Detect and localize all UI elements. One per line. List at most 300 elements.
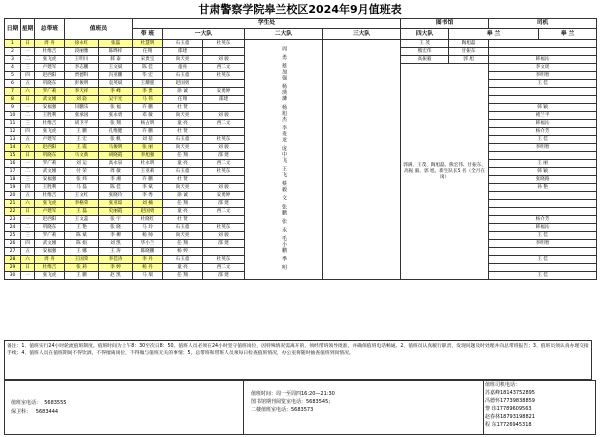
cell-weekday: 日 (21, 96, 35, 104)
cell-duty-staff: 李 柳 (99, 232, 133, 240)
cell-date: 30 (5, 272, 21, 280)
cell-weekday: 三 (21, 232, 35, 240)
cell-date: 20 (5, 192, 21, 200)
cell-duty-staff: 张 宇 (99, 216, 133, 224)
cell-duty-staff: 王 鹏 (65, 128, 99, 136)
cell-duty-staff: 李天祥 (65, 88, 99, 96)
header-driver-sub: 皋 兰 (539, 29, 597, 40)
cell-date: 10 (5, 112, 21, 120)
cell-chief: 张飞虎 (35, 56, 65, 64)
cell-weekday: 日 (21, 264, 35, 272)
cell-date: 14 (5, 144, 21, 152)
cell-lead: 王耀霆 (133, 80, 163, 88)
cell-lead: 赵国勇 (133, 208, 163, 216)
cell-chief: 王胜利 (35, 112, 65, 120)
cell-team1: 童 亮 (163, 264, 203, 272)
cell-duty-staff: 张 福 (99, 104, 133, 112)
cell-weekday: 四 (21, 184, 35, 192)
cell-chief: 王胜利 (35, 184, 65, 192)
cell-library: 韩福沁 (489, 56, 597, 64)
cell-date: 6 (5, 80, 21, 88)
cell-duty-staff: 赵 凯 (99, 272, 133, 280)
cell-library (489, 192, 597, 200)
hours-line: 二楼值班室电话：5683573 (251, 407, 314, 413)
cell-library: 李明智 (489, 144, 597, 152)
cell-team1: 杜英东 (203, 136, 245, 144)
cell-duty-staff: 王 鹏 (65, 272, 99, 280)
cell-duty-staff: 陈 娟 (65, 240, 99, 248)
cell-weekday: 五 (21, 192, 35, 200)
cell-duty-staff: 李佳涛 (99, 256, 133, 264)
cell-team1: 任 翔 (163, 152, 203, 160)
duty-room-phone-label: 值班室电话： (11, 400, 42, 406)
cell-team1: 任 翔 (163, 200, 203, 208)
cell-duty-staff: 张承国 (65, 112, 99, 120)
cell-library (489, 96, 597, 104)
cell-duty-staff: 贾德科 (65, 72, 99, 80)
cell-lead: 杨 丹 (133, 264, 163, 272)
cell-lead: 李 秀 (133, 192, 163, 200)
cell-lead: 李旭强 (133, 152, 163, 160)
cell-chief: 杜维吉 (35, 120, 65, 128)
cell-duty-staff: 李格荣 (65, 200, 99, 208)
cell-duty-staff: 付 荣 (65, 168, 99, 176)
cell-duty-staff: 王 艳 (65, 224, 99, 232)
cell-team1: 西二文 (203, 264, 245, 272)
cell-team1: 石玉童 (163, 136, 203, 144)
cell-duty-staff: 史丽霞 (99, 208, 133, 216)
cell-team1: 童 亮 (163, 208, 203, 216)
cell-team1 (203, 48, 245, 56)
cell-duty-staff: 王 霞 (65, 144, 99, 152)
cell-team1: 徐 诚 (163, 192, 203, 200)
cell-duty-staff: 郝 泰 (99, 56, 133, 64)
cell-chief: 赵西阳 (35, 72, 65, 80)
cell-team1: 杜 贤 (163, 128, 203, 136)
cell-lead: 许 鹏 (133, 128, 163, 136)
cell-weekday: 二 (21, 112, 35, 120)
cell-library: 王 丽 (489, 160, 597, 168)
cell-library: 褚兰平 (489, 112, 597, 120)
cell-team1: 西二文 (203, 120, 245, 128)
cell-date: 27 (5, 248, 21, 256)
cell-team1: 石玉童 (163, 40, 203, 48)
cell-duty-staff: 马 磊 (65, 184, 99, 192)
cell-team1 (203, 128, 245, 136)
cell-weekday: 四 (21, 240, 35, 248)
cell-team4: 熊宏伟 (401, 48, 449, 56)
cell-chief: 巩晓东 (35, 224, 65, 232)
cell-team1: 童亮 (163, 64, 203, 72)
cell-weekday: 日 (21, 208, 35, 216)
cell-duty-staff: 徐永红 (65, 40, 99, 48)
cell-chief: 卢建军 (35, 136, 65, 144)
cell-library: 李文瑶 (489, 64, 597, 72)
cell-chief: 卢建军 (35, 208, 65, 216)
cell-library: 王 佳 (489, 272, 597, 280)
cell-chief: 武文刚 (35, 240, 65, 248)
cell-team3-merged (323, 40, 401, 280)
driver-phone: 程 东17726945318 (485, 422, 532, 428)
cell-team1: 尚天亮 (163, 232, 203, 240)
driver-phone: 黎 玮17789609563 (485, 406, 532, 412)
cell-weekday: 三 (21, 120, 35, 128)
cell-date: 3 (5, 56, 21, 64)
header-team2: 二大队 (245, 29, 323, 40)
cell-date: 17 (5, 168, 21, 176)
cell-team1: 童 亮 (163, 160, 203, 168)
cell-lead: 李 贵 (133, 88, 163, 96)
cell-date: 12 (5, 128, 21, 136)
cell-lead: 许 鹏 (133, 104, 163, 112)
cell-team1: 尚天亮 (163, 184, 203, 192)
cell-weekday: 日 (21, 40, 35, 48)
cell-team1: 石玉童 (163, 72, 203, 80)
cell-library: 王 佳 (489, 256, 597, 264)
team2-text: 周 勇 蔡加强 杨瑛璘 杨旭杰 李贵龙 庞中飞 王飞 蔡毅 文 张鹏 张 永 毛小鹏 季 明 (281, 45, 287, 271)
cell-chief: 杜维吉 (35, 48, 65, 56)
cell-chief: 张飞虎 (35, 200, 65, 208)
cell-team1: 石玉童 (163, 224, 203, 232)
cell-library: 韩 颖 (489, 168, 597, 176)
cell-team1: 赵国勇 (163, 80, 203, 88)
cell-date: 23 (5, 216, 21, 224)
cell-duty-staff: 王文斌 (99, 64, 133, 72)
footer-phones (11, 399, 66, 417)
cell-team1: 安勇婷 (203, 88, 245, 96)
header-library-sub: 皋 兰 (449, 29, 539, 40)
security-label: 保卫科： (11, 409, 32, 415)
cell-duty-staff: 刘 骁 (65, 96, 99, 104)
cell-lead: 王亚莉 (133, 168, 163, 176)
driver-phone: 苏嘉峰18143752895 (485, 390, 535, 396)
driver-phone: 冯德怀17739838859 (485, 398, 535, 404)
cell-lead: 张 丽 (133, 144, 163, 152)
cell-weekday: 六 (21, 256, 35, 264)
cell-weekday: 三 (21, 64, 35, 72)
cell-duty-staff: 胡卫平 (65, 120, 99, 128)
cell-duty-staff: 张晓玲 (99, 192, 133, 200)
cell-duty-staff: 王 涛 (99, 248, 133, 256)
cell-library: 张晓路 (489, 176, 597, 184)
cell-date: 9 (5, 104, 21, 112)
cell-team1: 刘 骏 (203, 112, 245, 120)
cell-weekday: 六 (21, 88, 35, 96)
cell-duty-staff: 王文红 (65, 192, 99, 200)
cell-team1: 邵 建 (203, 240, 245, 248)
header-team4: 四大队 (401, 29, 449, 40)
cell-library: 王 佳 (489, 232, 597, 240)
cell-library (489, 48, 597, 56)
cell-date: 24 (5, 224, 21, 232)
duty-room-phone: 5683555 (44, 400, 67, 406)
cell-duty-staff: 张磊 (99, 40, 133, 48)
cell-team1: 邵 建 (203, 272, 245, 280)
cell-chief: 周 舟 (35, 40, 65, 48)
cell-library: 孙 艳 (489, 184, 597, 192)
table-row (5, 40, 597, 48)
cell-team1: 邵建 (163, 48, 203, 56)
cell-weekday: 六 (21, 144, 35, 152)
cell-duty-staff: 冯亚鹏 (99, 72, 133, 80)
cell-duty-staff: 李 婷 (99, 264, 133, 272)
cell-lead: 杜慧明 (133, 40, 163, 48)
cell-library: 杨介芳 (489, 216, 597, 224)
cell-date: 15 (5, 152, 21, 160)
cell-date: 8 (5, 96, 21, 104)
cell-lead: 杨 帅 (133, 232, 163, 240)
cell-duty-staff: 王 宏 (65, 136, 99, 144)
cell-lead: 邓 敏 (133, 112, 163, 120)
cell-duty-staff: 段丽雅 (65, 48, 99, 56)
cell-duty-staff: 袁英斌 (99, 80, 133, 88)
cell-team1: 杜英东 (203, 256, 245, 264)
page-title: 甘肃警察学院皋兰校区2024年9月值班表 (198, 3, 402, 16)
drivers-title: 值班司机电话： (485, 382, 521, 388)
footer-drivers (485, 381, 535, 429)
cell-library: 王 佳 (489, 136, 597, 144)
notes: 备注：1、值班实行24小时轮流值班制度。值班时间为上午8：30至次日8：50。值班人员必须在24小时坚守值班岗位，因特殊情况需离开的，须经带班领导批准，并确保值班电话畅通。2、值班员认真履行职责，发现问题及时处理并向总带班报告；3、值班员须认真办理交接手续；4、值班人员在值班期间不得饮酒，不得擅离岗位，不得做与值班无关的事情；5、总带班和带班人员须每日检查值班情况，办公室将随时抽查值班到岗情况。 (4, 340, 592, 380)
cell-date: 22 (5, 208, 21, 216)
cell-team4: 王 茂 (401, 40, 449, 48)
cell-lead: 宋贵宝 (133, 56, 163, 64)
cell-lead: 刘 楠 (133, 200, 163, 208)
cell-weekday: 二 (21, 224, 35, 232)
cell-team1: 西二文 (203, 160, 245, 168)
header-library: 图书馆 (401, 19, 489, 29)
cell-team1: 尚天亮 (163, 112, 203, 120)
footer (4, 380, 596, 435)
cell-date: 13 (5, 136, 21, 144)
cell-weekday: 日 (21, 152, 35, 160)
schedule-table (4, 18, 597, 280)
cell-weekday: 四 (21, 128, 35, 136)
cell-team4: 高振毅 (401, 56, 449, 64)
cell-team1: 杜英东 (203, 40, 245, 48)
cell-duty-staff: 张 帆 (99, 136, 133, 144)
header-team1: 一大队 (163, 29, 245, 40)
cell-duty-staff: 张 莉 (65, 264, 99, 272)
cell-library: 李明智 (489, 72, 597, 80)
cell-team1: 杜英东 (203, 72, 245, 80)
cell-team1: 刘 骏 (203, 144, 245, 152)
cell-team4: 陶旭磊 (449, 40, 489, 48)
cell-lead: 杜晓红 (133, 216, 163, 224)
cell-lead: 陈晓鹏 (133, 248, 163, 256)
cell-team1: 任 翔 (163, 240, 203, 248)
cell-lead: 马 伟 (133, 96, 163, 104)
cell-duty-staff: 王 磊 (65, 208, 99, 216)
cell-library (489, 152, 597, 160)
cell-lead: 毕 宏 (133, 72, 163, 80)
cell-team4: 郭 旭 (449, 56, 489, 64)
cell-weekday: 一 (21, 48, 35, 56)
cell-team1: 杜英东 (203, 224, 245, 232)
cell-duty-staff: 周 敏 (99, 168, 133, 176)
header-chief: 总带班 (35, 19, 65, 40)
cell-library: 韩福沁 (489, 224, 597, 232)
cell-duty-staff: 张 翔 (99, 120, 133, 128)
cell-duty-staff: 李 湘 (99, 176, 133, 184)
cell-weekday: 四 (21, 72, 35, 80)
cell-chief: 卢建军 (35, 64, 65, 72)
cell-team1: 任翔 (163, 96, 203, 104)
cell-weekday: 一 (21, 272, 35, 280)
cell-team1: 刘 骏 (203, 56, 245, 64)
cell-weekday: 五 (21, 248, 35, 256)
cell-lead: 李 丹 (133, 256, 163, 264)
cell-duty-staff: 刘 运 (65, 160, 99, 168)
cell-team1: 安勇婷 (203, 192, 245, 200)
cell-duty-staff: 彭俊明 (65, 80, 99, 88)
cell-team1: 邵 建 (203, 152, 245, 160)
cell-team1: 尚天亮 (163, 144, 203, 152)
cell-library (489, 88, 597, 96)
cell-library: 韩 颖 (489, 104, 597, 112)
cell-weekday: 一 (21, 160, 35, 168)
cell-lead: 陈 佳 (133, 64, 163, 72)
cell-duty-staff: 孔维健 (99, 128, 133, 136)
cell-duty-staff: 王国荣 (65, 256, 99, 264)
cell-team1: 任 翔 (163, 272, 203, 280)
cell-date: 16 (5, 160, 21, 168)
footer-divider (243, 381, 244, 434)
cell-duty-staff: 胡晓霞 (99, 152, 133, 160)
cell-team1: 杜 贤 (163, 104, 203, 112)
cell-team4-merged: 郭满、王茂、陶旭磊、熊宏伟、甘振东、高振 毅、郭 旭、新生队长5 名（全月在岗） (401, 64, 489, 280)
cell-duty-staff: 张 炜 (65, 176, 99, 184)
cell-weekday: 二 (21, 168, 35, 176)
cell-lead: 马 玲 (133, 224, 163, 232)
cell-chief: 安福强 (35, 248, 65, 256)
cell-duty-staff: 张亚琼 (99, 200, 133, 208)
driver-phone: 赵春林18793198821 (485, 414, 535, 420)
cell-chief: 杜维吉 (35, 192, 65, 200)
cell-team1 (203, 176, 245, 184)
cell-lead: 任翔 (133, 48, 163, 56)
cell-library: 韩福沁 (489, 120, 597, 128)
cell-chief: 罗广莉 (35, 88, 65, 96)
cell-chief: 张飞虎 (35, 128, 65, 136)
cell-lead: 李 斌 (133, 184, 163, 192)
header-weekday: 星期 (21, 19, 35, 40)
cell-date: 1 (5, 40, 21, 48)
cell-team1: 尚天亮 (163, 56, 203, 64)
cell-duty-staff: 王明川 (65, 56, 99, 64)
cell-team1: 杜 贤 (163, 216, 203, 224)
cell-chief: 安福强 (35, 176, 65, 184)
cell-duty-staff: 李 峰 (99, 88, 133, 96)
cell-date: 18 (5, 176, 21, 184)
cell-team1: 童 亮 (163, 120, 203, 128)
cell-date: 28 (5, 256, 21, 264)
cell-team1 (203, 80, 245, 88)
cell-lead: 马 瑞 (133, 272, 163, 280)
cell-date: 25 (5, 232, 21, 240)
cell-team1: 徐 诚 (163, 88, 203, 96)
cell-team1 (203, 216, 245, 224)
cell-duty-staff: 王文蕊 (65, 216, 99, 224)
cell-weekday: 一 (21, 216, 35, 224)
header-driver: 司机 (489, 19, 597, 29)
cell-date: 21 (5, 200, 21, 208)
cell-weekday: 三 (21, 176, 35, 184)
cell-duty-staff: 王 娜 (65, 248, 99, 256)
cell-date: 26 (5, 240, 21, 248)
cell-library (489, 208, 597, 216)
cell-team2-merged (245, 40, 323, 280)
cell-team1: 邵建 (203, 96, 245, 104)
cell-team1: 邵 建 (203, 200, 245, 208)
cell-team1 (203, 104, 245, 112)
cell-date: 7 (5, 88, 21, 96)
cell-team1: 石玉童 (163, 168, 203, 176)
cell-duty-staff: 闫鹏乐 (65, 104, 99, 112)
cell-chief: 巩晓东 (35, 80, 65, 88)
cell-team1: 刘 骏 (203, 232, 245, 240)
cell-team1: 石玉童 (163, 256, 203, 264)
header-date: 日期 (5, 19, 21, 40)
cell-team1 (203, 248, 245, 256)
cell-lead: 杜永明 (133, 160, 163, 168)
cell-chief: 武文刚 (35, 96, 65, 104)
footer-hours (251, 390, 335, 414)
cell-weekday: 五 (21, 80, 35, 88)
footer-divider (483, 381, 484, 434)
cell-duty-staff: 李志鹏 (65, 64, 99, 72)
cell-duty-staff: 张永勇 (99, 112, 133, 120)
hours-line: 值班时间：周一至周四16:20—21:30 (251, 391, 335, 397)
cell-duty-staff: 马文新 (65, 152, 99, 160)
cell-lead: 华小兰 (133, 240, 163, 248)
cell-chief: 赵西阳 (35, 144, 65, 152)
cell-date: 19 (5, 184, 21, 192)
cell-library (489, 264, 597, 272)
cell-weekday: 六 (21, 200, 35, 208)
cell-date: 4 (5, 64, 21, 72)
cell-team4: 甘振东 (449, 48, 489, 56)
cell-duty-staff: 马俊明 (99, 144, 133, 152)
cell-team1: 西二文 (203, 208, 245, 216)
header-students-group: 学生处 (133, 19, 401, 29)
cell-duty-staff: 陈 斌 (65, 232, 99, 240)
cell-duty-staff: 吴宇光 (99, 96, 133, 104)
cell-weekday: 二 (21, 56, 35, 64)
cell-chief: 安福强 (35, 104, 65, 112)
cell-lead: 刘 蓓 (133, 136, 163, 144)
header-lead: 带 班 (133, 29, 163, 40)
cell-chief: 周 舟 (35, 256, 65, 264)
cell-date: 5 (5, 72, 21, 80)
cell-duty-staff: 陈晔梓 (99, 48, 133, 56)
cell-duty-staff: 张 晓 (99, 224, 133, 232)
cell-library (489, 40, 597, 48)
cell-library (489, 200, 597, 208)
cell-date: 11 (5, 120, 21, 128)
cell-team1: 杜 贤 (163, 176, 203, 184)
cell-lead: 杨占明 (133, 120, 163, 128)
cell-weekday: 五 (21, 136, 35, 144)
hours-line: 图书馆期刊阅览室电话：5683545； (251, 399, 334, 405)
header-team3: 三大队 (323, 29, 401, 40)
cell-weekday: 一 (21, 104, 35, 112)
cell-team1: 杨 婷 (163, 248, 203, 256)
cell-chief: 赵西阳 (35, 216, 65, 224)
cell-team1: 杜英东 (203, 168, 245, 176)
cell-library (489, 248, 597, 256)
cell-library: 杨介芳 (489, 128, 597, 136)
cell-team1: 西二文 (203, 64, 245, 72)
